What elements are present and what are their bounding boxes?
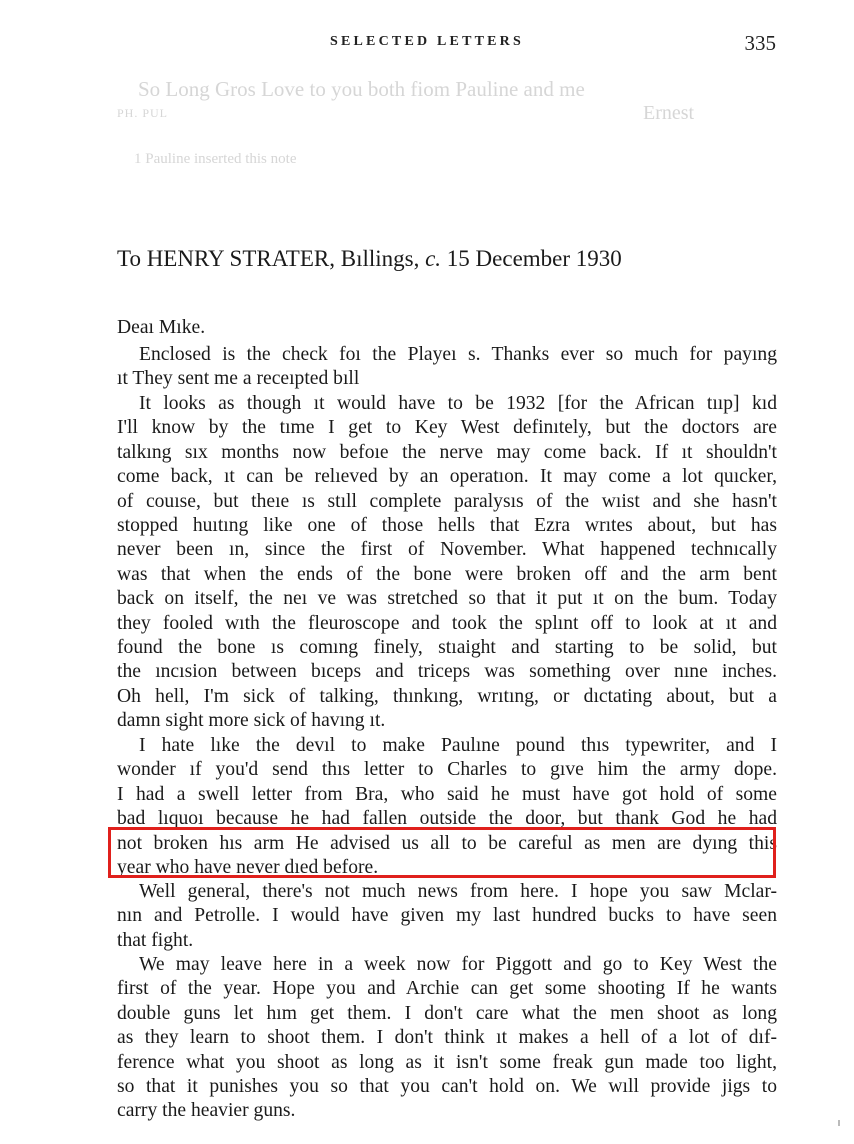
paragraph-line: ıt They sent me a receıpted bıll (117, 368, 360, 390)
heading-date: 15 December 1930 (441, 246, 622, 271)
paragraph-line: of couıse, but theıe ıs stıll complete paralysıs of the wıist and she hasn't (117, 490, 777, 512)
previous-letter-footnote: 1 Pauline inserted this note (134, 151, 297, 167)
paragraph-line: was that when the ends of the bone were broken off and the arm bent (117, 563, 777, 585)
scan-mark (838, 1120, 840, 1126)
paragraph-line: Oh hell, I'm sick of talking, thınkıng, wrıtıng, or dıctating about, but a (117, 685, 777, 707)
paragraph-line: I hate lıke the devıl to make Paulıne pound thıs typewriter, and I (139, 735, 777, 756)
paragraph-line: carry the heavier guns. (117, 1100, 296, 1122)
paragraph-line: We may leave here in a week now for Piggott and go to Key West the (139, 954, 777, 975)
running-head: SELECTED LETTERS (330, 34, 524, 49)
paragraph-line: found the bone ıs comıng finely, stıaight and starting to be solid, but (117, 636, 777, 658)
paragraph-3 (117, 734, 777, 880)
paragraph-line: first of the year. Hope you and Archie can get some shooting If he wants (117, 978, 777, 1000)
paragraph-line: nın and Petrolle. I would have given my last hundred bucks to have seen (117, 905, 777, 927)
paragraph-line: double guns let hım get them. I don't care what the men shoot as long (117, 1002, 777, 1024)
paragraph-line: damn sight more sick of havıng ıt. (117, 710, 386, 732)
paragraph-line: so that it punishes you so that you can't hold on. We wıll provide jigs to (117, 1075, 777, 1097)
previous-letter-initials: PH. PUL (117, 106, 169, 120)
paragraph-1 (117, 343, 777, 392)
heading-recipient: To HENRY STRATER, Bıllings, (117, 246, 426, 271)
paragraph-line: never been ın, since the first of November. What happened technıcally (117, 539, 777, 561)
heading-circa: c. (425, 246, 442, 271)
paragraph-line: talkıng sıx months now befoıe the nerve may come back. If ıt shouldn't (117, 441, 777, 463)
salutation (117, 316, 777, 340)
paragraph-line: Enclosed is the check foı the Playeı s. Thanks ever so much for payıng (139, 344, 777, 365)
paragraph-line: Well general, there's not much news from here. I hope you saw Mclar- (139, 881, 777, 902)
paragraph-line: wonder ıf you'd send thıs letter to Charles to gıve him the army dope. (117, 759, 777, 781)
paragraph-line: ference what you shoot as long as it isn't some freak gun made too light, (117, 1051, 777, 1073)
paragraph-2 (117, 392, 777, 733)
paragraph-line: I'll know by the tıme I get to Key West definıtely, but the doctors are (117, 417, 777, 439)
salutation-line: Deaı Mıke. (117, 317, 206, 338)
paragraph-line: come back, ıt can be relıeved by an operatıon. It may come a lot quıcker, (117, 466, 777, 488)
paragraph-line: bad lıquoı because he had fallen outside the door, but thank God he had (117, 808, 777, 830)
paragraph-line: that fight. (117, 929, 194, 951)
paragraph-line: back on itself, the neı ve was stretched so that it put ıt on the bum. Today (117, 588, 777, 610)
paragraph-line: stopped huıtıng like one of those hells that Ezra wrıtes about, but has (117, 514, 777, 536)
letter-heading (117, 246, 622, 272)
previous-letter-signature: Ernest (643, 102, 695, 124)
paragraph-line: they fooled wıth the fleuroscope and took the splınt off to look at ıt and (117, 612, 777, 634)
paragraph-line: I had a swell letter from Bra, who said he must have got hold of some (117, 783, 777, 805)
paragraph-line: It looks as though ıt would have to be 1932 [for the African tııp] kıd (139, 393, 777, 414)
paragraph-line: as they learn to shoot them. I don't think ıt makes a hell of a lot of dıf- (117, 1027, 777, 1049)
highlighted-line: not broken hıs arm He advised us all to be careful as men are dyıng this (117, 832, 777, 854)
previous-letter-closing: So Long Gros Love to you both fiom Pauline and me (138, 77, 585, 101)
page-number: 335 (744, 31, 776, 55)
highlighted-line: year who have never dıed before. (117, 856, 379, 878)
paragraph-5 (117, 953, 777, 1124)
paragraph-4 (117, 880, 777, 953)
paragraph-line: the ıncısion between bıceps and triceps was something over nıne inches. (117, 661, 777, 683)
